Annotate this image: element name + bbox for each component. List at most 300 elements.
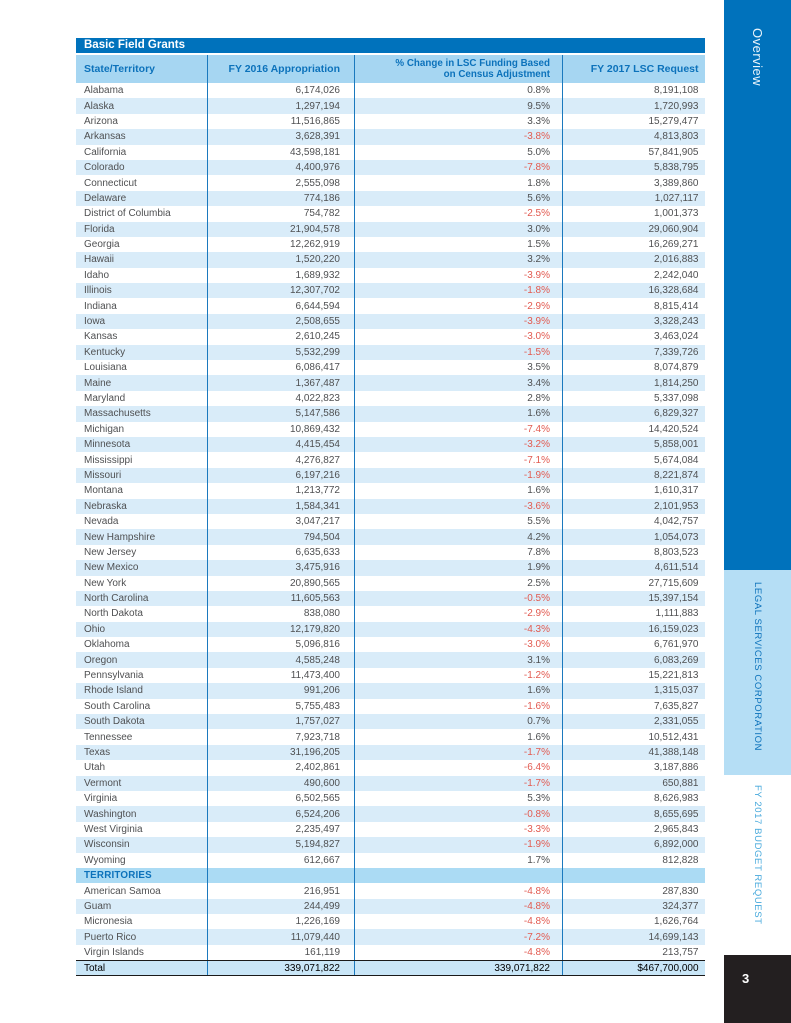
cell-fy2017: 2,331,055 (654, 716, 699, 728)
cell-change: -2.9% (355, 606, 563, 621)
table-header-row (76, 55, 705, 83)
cell-fy2016: 12,179,820 (208, 622, 355, 637)
table-row-state (76, 637, 705, 652)
table-row-state (76, 545, 705, 560)
cell-name: Alabama (76, 83, 208, 98)
cell-fy2016: 1,520,220 (208, 252, 355, 267)
table-row-state (76, 806, 705, 821)
cell-name: Guam (76, 899, 208, 914)
cell-name: Nevada (76, 514, 208, 529)
cell-change: 339,071,822 (355, 961, 563, 975)
cell-change: -2.5% (355, 206, 563, 221)
sidebar-section-overview (724, 0, 791, 570)
cell-change: -0.8% (355, 806, 563, 821)
cell-change: -4.8% (355, 914, 563, 929)
sidebar-org-name: LEGAL SERVICES CORPORATION (752, 582, 763, 752)
cell-change: -3.3% (355, 822, 563, 837)
cell-change: -3.6% (355, 499, 563, 514)
cell-change: 0.7% (355, 714, 563, 729)
table-row-state (76, 345, 705, 360)
cell-name: Iowa (76, 314, 208, 329)
cell-fy2017: 10,512,431 (648, 731, 699, 743)
table-row-state (76, 283, 705, 298)
cell-change: -3.9% (355, 314, 563, 329)
table-row-state (76, 714, 705, 729)
cell-name: South Carolina (76, 699, 208, 714)
cell-name: Virgin Islands (76, 945, 208, 960)
cell-fy2017: 5,674,084 (654, 454, 699, 466)
cell-name: Louisiana (76, 360, 208, 375)
table-row-state (76, 191, 705, 206)
table-row-territory (76, 914, 705, 929)
cell-fy2017: 57,841,905 (648, 146, 699, 158)
cell-name: Hawaii (76, 252, 208, 267)
table-row-state (76, 499, 705, 514)
column-header-change (355, 55, 563, 83)
cell-change: -4.8% (355, 883, 563, 898)
cell-fy2017: 1,027,117 (654, 192, 699, 204)
cell-fy2017: 7,635,827 (654, 700, 699, 712)
cell-fy2016: 1,297,194 (208, 98, 355, 113)
table-row-state (76, 760, 705, 775)
cell-fy2016: 31,196,205 (208, 745, 355, 760)
table-row-state (76, 268, 705, 283)
cell-name: New Hampshire (76, 529, 208, 544)
cell-change: 4.2% (355, 529, 563, 544)
cell-fy2017: 7,339,726 (654, 346, 699, 358)
cell-name: Nebraska (76, 499, 208, 514)
cell-name: Connecticut (76, 175, 208, 190)
cell-fy2017: 5,838,795 (654, 162, 699, 174)
cell-fy2016: 2,610,245 (208, 329, 355, 344)
right-sidebar (724, 0, 791, 1023)
cell-fy2017: 1,001,373 (654, 208, 699, 220)
cell-change: 1.6% (355, 483, 563, 498)
cell-name: District of Columbia (76, 206, 208, 221)
cell-fy2016: 7,923,718 (208, 729, 355, 744)
cell-fy2017: 1,054,073 (654, 531, 699, 543)
cell-fy2016: 774,186 (208, 191, 355, 206)
cell-name: Tennessee (76, 729, 208, 744)
cell-change: -3.0% (355, 637, 563, 652)
cell-fy2017: 4,813,803 (654, 131, 699, 143)
sidebar-doc-title: FY 2017 BUDGET REQUEST (752, 785, 763, 925)
cell-fy2017: 8,815,414 (654, 300, 699, 312)
cell-name: Vermont (76, 776, 208, 791)
cell-fy2016: 1,584,341 (208, 499, 355, 514)
cell-fy2017: 6,829,327 (654, 408, 699, 420)
cell-name: Wisconsin (76, 837, 208, 852)
table-row-state (76, 329, 705, 344)
cell-change: -1.2% (355, 668, 563, 683)
cell-fy2016: 4,415,454 (208, 437, 355, 452)
cell-fy2017: 3,389,860 (654, 177, 699, 189)
table-row-state (76, 252, 705, 267)
cell-fy2017: 6,083,269 (654, 654, 699, 666)
cell-fy2016: 1,226,169 (208, 914, 355, 929)
cell-fy2017: 1,814,250 (654, 377, 699, 389)
table-row-state (76, 729, 705, 744)
cell-fy2016: 216,951 (208, 883, 355, 898)
table-section-territories (76, 868, 705, 883)
cell-change: -1.7% (355, 745, 563, 760)
cell-fy2017: 8,626,983 (654, 793, 699, 805)
table-row-state (76, 699, 705, 714)
cell-name: Washington (76, 806, 208, 821)
cell-name: Texas (76, 745, 208, 760)
table-row-state (76, 129, 705, 144)
cell-change: 1.9% (355, 560, 563, 575)
cell-name: Michigan (76, 422, 208, 437)
cell-fy2017: 6,761,970 (654, 639, 699, 651)
table-row-state (76, 853, 705, 868)
table-row-state (76, 175, 705, 190)
cell-name: Pennsylvania (76, 668, 208, 683)
cell-fy2017 (563, 868, 705, 883)
cell-fy2017: 2,965,843 (654, 823, 699, 835)
sidebar-org-band (724, 570, 791, 775)
cell-fy2017: 16,328,684 (648, 285, 699, 297)
table-row-state (76, 745, 705, 760)
cell-fy2016: 10,869,432 (208, 422, 355, 437)
cell-name: New Jersey (76, 545, 208, 560)
table-row-territory (76, 883, 705, 898)
table-row-state (76, 375, 705, 390)
table-row-state (76, 391, 705, 406)
cell-fy2017: 16,269,271 (648, 239, 699, 251)
cell-fy2016: 6,644,594 (208, 298, 355, 313)
cell-change: 1.7% (355, 853, 563, 868)
table-row-state (76, 652, 705, 667)
table-row-state (76, 468, 705, 483)
cell-fy2017: 15,221,813 (648, 670, 699, 682)
cell-fy2016: 244,499 (208, 899, 355, 914)
table-row-state (76, 837, 705, 852)
cell-name: American Samoa (76, 883, 208, 898)
cell-change: 2.8% (355, 391, 563, 406)
cell-fy2017: 3,187,886 (654, 762, 699, 774)
cell-fy2017: 8,191,108 (654, 85, 699, 97)
cell-change: 5.6% (355, 191, 563, 206)
cell-fy2016: 6,524,206 (208, 806, 355, 821)
cell-fy2016: 6,502,565 (208, 791, 355, 806)
cell-fy2016: 11,605,563 (208, 591, 355, 606)
table-row-state (76, 422, 705, 437)
cell-name: Mississippi (76, 452, 208, 467)
cell-change: 3.0% (355, 222, 563, 237)
cell-name: Puerto Rico (76, 929, 208, 944)
cell-fy2017: $467,700,000 (637, 962, 699, 974)
table-row-state (76, 560, 705, 575)
table-row-state (76, 437, 705, 452)
cell-fy2017: 15,397,154 (648, 593, 699, 605)
table-row-state (76, 622, 705, 637)
cell-change: 3.3% (355, 114, 563, 129)
cell-name: Florida (76, 222, 208, 237)
cell-change: -1.5% (355, 345, 563, 360)
cell-name: Rhode Island (76, 683, 208, 698)
cell-name: Illinois (76, 283, 208, 298)
cell-change: 3.2% (355, 252, 563, 267)
table-total-row (76, 960, 705, 976)
cell-change: 1.6% (355, 683, 563, 698)
table-row-state (76, 298, 705, 313)
cell-fy2016: 1,689,932 (208, 268, 355, 283)
cell-change: 1.6% (355, 406, 563, 421)
cell-fy2016: 3,047,217 (208, 514, 355, 529)
sidebar-overview-label: Overview (750, 28, 765, 87)
cell-fy2016: 1,213,772 (208, 483, 355, 498)
cell-fy2017: 8,803,523 (654, 546, 699, 558)
cell-change: -1.9% (355, 468, 563, 483)
cell-fy2017: 1,626,764 (654, 916, 699, 928)
table-row-state (76, 683, 705, 698)
cell-fy2016: 11,473,400 (208, 668, 355, 683)
cell-name: New York (76, 576, 208, 591)
cell-change: -7.1% (355, 452, 563, 467)
cell-fy2017: 4,042,757 (654, 516, 699, 528)
table-title-bar (76, 38, 705, 53)
cell-fy2016: 12,262,919 (208, 237, 355, 252)
cell-fy2016: 838,080 (208, 606, 355, 621)
cell-change: 1.6% (355, 729, 563, 744)
cell-change: -1.7% (355, 776, 563, 791)
cell-fy2017: 213,757 (662, 947, 699, 959)
cell-change: 9.5% (355, 98, 563, 113)
cell-name: Alaska (76, 98, 208, 113)
cell-change: -1.8% (355, 283, 563, 298)
column-header-state: State/Territory (76, 55, 208, 83)
cell-name: Kansas (76, 329, 208, 344)
cell-fy2017: 1,610,317 (654, 485, 699, 497)
cell-change: 3.1% (355, 652, 563, 667)
cell-fy2017: 15,279,477 (648, 115, 699, 127)
cell-change: -3.9% (355, 268, 563, 283)
cell-fy2017: 287,830 (662, 885, 699, 897)
cell-fy2017: 8,655,695 (654, 808, 699, 820)
cell-name: South Dakota (76, 714, 208, 729)
cell-fy2017: 29,060,904 (648, 223, 699, 235)
cell-fy2017: 6,892,000 (654, 839, 699, 851)
table-title: Basic Field Grants (84, 39, 185, 51)
cell-name: North Dakota (76, 606, 208, 621)
cell-fy2017: 812,828 (662, 854, 699, 866)
cell-fy2017: 650,881 (662, 777, 699, 789)
table-row-state (76, 160, 705, 175)
cell-name: Georgia (76, 237, 208, 252)
table-row-state (76, 114, 705, 129)
cell-change: -2.9% (355, 298, 563, 313)
cell-change: 5.5% (355, 514, 563, 529)
cell-fy2017: 5,337,098 (654, 393, 699, 404)
cell-fy2016: 11,079,440 (208, 929, 355, 944)
cell-fy2016: 6,086,417 (208, 360, 355, 375)
cell-fy2017: 8,221,874 (654, 469, 699, 481)
cell-fy2017: 324,377 (662, 900, 699, 912)
cell-change: 2.5% (355, 576, 563, 591)
cell-name: Maryland (76, 391, 208, 406)
cell-fy2016: 1,367,487 (208, 375, 355, 390)
cell-fy2016: 4,585,248 (208, 652, 355, 667)
cell-name: Ohio (76, 622, 208, 637)
cell-name: North Carolina (76, 591, 208, 606)
cell-name: Arkansas (76, 129, 208, 144)
cell-name: Indiana (76, 298, 208, 313)
cell-name: Wyoming (76, 853, 208, 868)
table-row-territory (76, 899, 705, 914)
column-header-fy2017: FY 2017 LSC Request (590, 62, 699, 75)
cell-fy2017: 8,074,879 (654, 362, 699, 374)
table-row-state (76, 222, 705, 237)
cell-fy2017: 27,715,609 (648, 577, 699, 589)
cell-change: 5.3% (355, 791, 563, 806)
cell-fy2017: 4,611,514 (654, 562, 699, 574)
cell-fy2016: 794,504 (208, 529, 355, 544)
column-header-fy2016: FY 2016 Appropriation (208, 55, 355, 83)
sidebar-page-footer (724, 955, 791, 1023)
cell-change: 5.0% (355, 145, 563, 160)
cell-fy2017: 14,420,524 (648, 423, 699, 435)
table-row-state (76, 514, 705, 529)
cell-change: 0.8% (355, 83, 563, 98)
cell-fy2016: 5,755,483 (208, 699, 355, 714)
column-header-change-line2: on Census Adjustment (443, 69, 550, 80)
cell-fy2017: 1,111,883 (655, 608, 699, 620)
cell-fy2016: 6,197,216 (208, 468, 355, 483)
cell-name: Delaware (76, 191, 208, 206)
cell-fy2016: 5,096,816 (208, 637, 355, 652)
cell-fy2017: 41,388,148 (648, 746, 699, 758)
cell-fy2016: 12,307,702 (208, 283, 355, 298)
cell-name: Missouri (76, 468, 208, 483)
cell-change: -4.8% (355, 945, 563, 960)
table-row-state (76, 483, 705, 498)
cell-fy2016: 339,071,822 (208, 961, 355, 975)
sidebar-doc-title-band (724, 775, 791, 955)
cell-fy2016: 2,555,098 (208, 175, 355, 190)
cell-fy2016: 4,022,823 (208, 391, 355, 406)
cell-name: TERRITORIES (76, 868, 208, 883)
cell-name: West Virginia (76, 822, 208, 837)
cell-name: Minnesota (76, 437, 208, 452)
cell-name: Colorado (76, 160, 208, 175)
cell-fy2017: 1,720,993 (654, 100, 699, 112)
cell-name: Maine (76, 375, 208, 390)
cell-change: -0.5% (355, 591, 563, 606)
cell-change: -6.4% (355, 760, 563, 775)
cell-fy2017: 5,858,001 (654, 439, 699, 451)
table-row-state (76, 606, 705, 621)
cell-fy2016: 2,508,655 (208, 314, 355, 329)
cell-change: -3.0% (355, 329, 563, 344)
table-row-state (76, 83, 705, 98)
cell-fy2016: 5,147,586 (208, 406, 355, 421)
cell-fy2017: 3,463,024 (654, 331, 699, 343)
table-row-state (76, 360, 705, 375)
cell-change: -4.8% (355, 899, 563, 914)
cell-name: Idaho (76, 268, 208, 283)
cell-change: 3.4% (355, 375, 563, 390)
cell-fy2016 (208, 868, 355, 883)
cell-change: 1.8% (355, 175, 563, 190)
cell-fy2017: 14,699,143 (648, 931, 699, 943)
cell-fy2016: 2,402,861 (208, 760, 355, 775)
table-row-state (76, 822, 705, 837)
cell-fy2016: 2,235,497 (208, 822, 355, 837)
cell-fy2016: 6,174,026 (208, 83, 355, 98)
cell-fy2017: 1,315,037 (654, 685, 699, 697)
cell-change: -3.2% (355, 437, 563, 452)
table-row-state (76, 206, 705, 221)
table-row-territory (76, 929, 705, 944)
cell-fy2016: 3,475,916 (208, 560, 355, 575)
cell-fy2016: 490,600 (208, 776, 355, 791)
table-row-territory (76, 945, 705, 960)
table-body (76, 83, 705, 976)
table-row-state (76, 406, 705, 421)
cell-fy2017: 16,159,023 (648, 623, 699, 635)
cell-change: 1.5% (355, 237, 563, 252)
cell-fy2017: 3,328,243 (654, 316, 699, 328)
cell-fy2016: 4,276,827 (208, 452, 355, 467)
cell-name: Arizona (76, 114, 208, 129)
cell-fy2016: 991,206 (208, 683, 355, 698)
cell-fy2017: 2,101,953 (654, 500, 699, 512)
cell-change: -7.2% (355, 929, 563, 944)
table-row-state (76, 668, 705, 683)
table-row-state (76, 576, 705, 591)
cell-fy2016: 21,904,578 (208, 222, 355, 237)
table-row-state (76, 145, 705, 160)
cell-name: Massachusetts (76, 406, 208, 421)
cell-name: Kentucky (76, 345, 208, 360)
cell-fy2016: 1,757,027 (208, 714, 355, 729)
cell-fy2017: 2,016,883 (654, 254, 699, 266)
cell-fy2016: 20,890,565 (208, 576, 355, 591)
cell-fy2017: 2,242,040 (654, 269, 699, 281)
cell-fy2016: 612,667 (208, 853, 355, 868)
page-number: 3 (742, 971, 750, 986)
cell-change: 7.8% (355, 545, 563, 560)
cell-name: Oregon (76, 652, 208, 667)
basic-field-grants-table (76, 38, 705, 976)
cell-name: Montana (76, 483, 208, 498)
table-row-state (76, 237, 705, 252)
cell-change: -4.3% (355, 622, 563, 637)
cell-fy2016: 6,635,633 (208, 545, 355, 560)
cell-fy2016: 5,532,299 (208, 345, 355, 360)
cell-fy2016: 5,194,827 (208, 837, 355, 852)
cell-fy2016: 43,598,181 (208, 145, 355, 160)
table-row-state (76, 98, 705, 113)
cell-change: -3.8% (355, 129, 563, 144)
table-row-state (76, 791, 705, 806)
table-row-state (76, 452, 705, 467)
column-header-change-line1: % Change in LSC Funding Based (395, 57, 550, 69)
cell-name: Micronesia (76, 914, 208, 929)
cell-change: -1.9% (355, 837, 563, 852)
cell-fy2016: 161,119 (208, 945, 355, 960)
cell-change: -1.6% (355, 699, 563, 714)
table-row-state (76, 529, 705, 544)
cell-fy2016: 11,516,865 (208, 114, 355, 129)
cell-change (355, 868, 563, 883)
cell-change: -7.4% (355, 422, 563, 437)
cell-name: Utah (76, 760, 208, 775)
table-row-state (76, 776, 705, 791)
cell-fy2016: 3,628,391 (208, 129, 355, 144)
cell-change: -7.8% (355, 160, 563, 175)
